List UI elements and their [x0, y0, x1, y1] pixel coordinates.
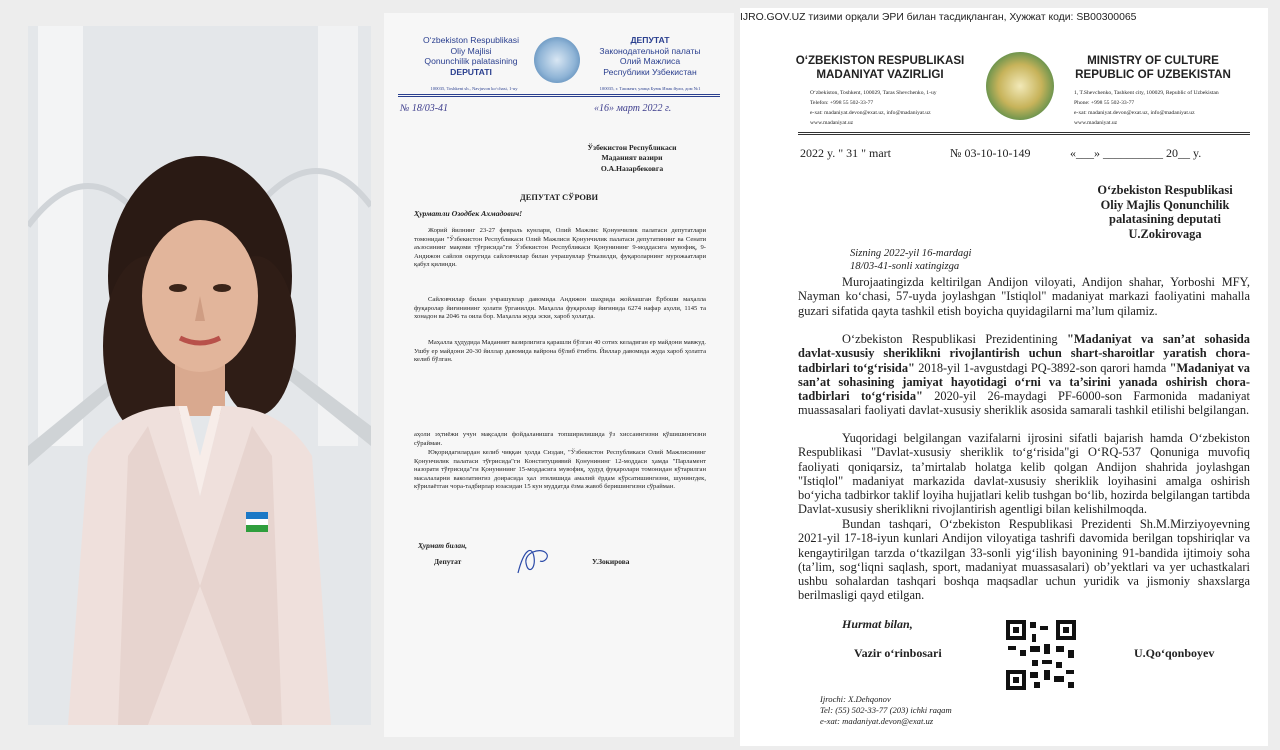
letter2-addressee-line: Oliy Majlis Qonunchilik: [1100, 197, 1230, 212]
letter1-hdr-left-line: O‘zbekiston Respublikasi: [422, 35, 519, 45]
letter1-address-right: 100035, г. Ташкент, улица Буюк Ипак йули, дом №1: [599, 86, 701, 91]
letter2-addr-line: e-xat: madaniyat.devon@exat.uz, info@madaniyat.uz: [1074, 110, 1195, 116]
letter2-date: 2022 y. " 31 " mart: [800, 146, 892, 160]
letter1-header-left: [406, 35, 536, 77]
letter1-hdr-left-line: Qonunchilik palatasining: [424, 56, 518, 67]
letter1-addressee-line: Ўзбекистон Республикаси: [587, 143, 677, 152]
letter2-blank-date: «___» __________ 20__ y.: [1070, 146, 1202, 160]
letter2-addr-line: Telefon: +998 55 502-33-77: [810, 100, 874, 106]
letter1-hdr-left-line: DEPUTATI: [450, 66, 492, 77]
letter2-reference-line: Sizning 2022-yil 16-mardagi: [850, 248, 972, 259]
letter1-sign-role: Депутат: [434, 557, 462, 566]
letter1-number: № 18/03-41: [400, 103, 449, 114]
letter1-addressee: [552, 143, 712, 174]
letter2-hdr-right-line: MINISTRY OF CULTURE: [1087, 54, 1219, 67]
letter2-sign-role: Vazir o‘rinbosari: [854, 646, 942, 660]
portrait-photo: [28, 26, 371, 725]
letter1-address-left: 100035, Toshkent sh., Navjuvon ko‘chasi, 1-uy: [430, 86, 518, 91]
letter2-executor-line: Ijrochi: X.Dehqonov: [820, 694, 891, 704]
letter2-sign-name: U.Qo‘qonboyev: [1134, 646, 1215, 660]
letter1-paragraph: Жорий йилнинг 23-27 февраль кунлари, Олий Мажлис Қонунчилик палатаси депутатлари томонидан "Ўзбекистон Республикаси Олий Мажлиси Қонунчилик палатаси депутатининг ва Сенати аъзосининг мақоми тўғрисида"ги Ўзбекистон Республикаси Қонунининг 9-моддасига мувофиқ, 9-Андижон сайлов округида сайловчилар билан учрашувлар ўтказилди, фуқароларнинг мурожаатлари қабул қилинди.: [414, 227, 706, 269]
letter2-paragraph: [798, 332, 1250, 418]
letter2-hdr-left-line: O‘ZBEKISTON RESPUBLIKASI: [795, 54, 965, 67]
letter2-para-bold: "Madaniyat va san’at sohasining jamiyat hayotidagi o‘rni va ta’sirini yanada oshirish chora-tadbirlari to‘g‘risida": [798, 360, 1251, 404]
letter2-paragraph: Murojaatingizda keltirilgan Andijon viloyati, Andijon shahar, Yorboshi MFY, Nayman ko‘chasi, 57-uyda joylashgan "Istiqlol" madaniyat markazi faoliyatini mahalla guzari sifatida qayta tashkil etish boyicha quyidagilarni ma’lum qilamiz.: [798, 275, 1250, 318]
letter1-addressee-line: О.А.Назарбековга: [600, 163, 664, 173]
letter1-paragraph: Юқоридагилардан келиб чиққан ҳолда Сиздан, "Ўзбекистон Республикаси Олий Мажлисининг Қонунчилик палатаси тўғрисида"ги Конституциявий Қонунининг 12-моддаси ҳамда "Парламент назорати тўғрисида"ги Қонунининг 15-моддасига мувофиқ, ҳудуд фуқаролари томонидан кўтарилган масалаларни ваколатингиз доирасида ҳал этилишида амалий ёрдам кўрсатишингизни, шунингдек, кўрилаётган чора-тадбирлар юзасидан 15 кун муддатда ёзма жавоб беришингизни сўрайман.: [414, 449, 706, 491]
letter2-addr-line: www.madaniyat.uz: [1074, 120, 1118, 126]
letter2-para-text: 2020-yil 26-maydagi PF-6000-son Farmonida madaniyat muassasalari faoliyati davlat-xususiy sheriklik asosida samarali tashkil etilishi belgilangan.: [798, 389, 1250, 418]
letter1-hdr-left-line: Oliy Majlisi: [450, 45, 492, 56]
letter2-executor: [820, 694, 952, 726]
letter2-header-rule: [798, 134, 1250, 135]
letter2-addr-line: e-xat: madaniyat.devon@exat.uz, info@madaniyat.uz: [810, 110, 931, 116]
qr-code-graphic: [1006, 620, 1076, 690]
letter2-reference: [850, 248, 971, 273]
letter1-paragraph: Маҳалла ҳудудида Маданият вазирлигига қарашли бўлган 40 сотих келадиган ер майдони мавжуд. Ушбу ер майдони 20-30 йиллар давомида вайрона бўлиб ётибти. Йиллар давомида жуда хароб ҳолатга келиб бўлган.: [414, 339, 706, 364]
letter2-addr-line: 1, T.Shevchenko, Tashkent city, 100029, Republic of Uzbekistan: [1074, 90, 1219, 96]
portrait-illustration: [28, 26, 371, 725]
letter2-header-rule: [798, 132, 1250, 133]
letter2-para-text: 2018-yil 1-avgustdagi PQ-3892-son qarori hamda: [914, 360, 1170, 375]
letter1-sign-name: У.Зокирова: [592, 557, 630, 566]
letter2-address-right: [1074, 88, 1250, 128]
deputy-request-letter: [384, 13, 734, 737]
signature-icon: [514, 539, 554, 579]
letter2-addr-line: Phone: +998 55 502-33-77: [1074, 100, 1135, 106]
uzbekistan-emblem-icon: [534, 37, 580, 83]
letter1-hdr-right-line: Законодательной палаты: [599, 45, 701, 56]
letter2-header-left: [780, 54, 980, 82]
letter2-executor-line: Tel: (55) 502-33-77 (203) ichki raqam: [820, 704, 952, 715]
ministry-reply-letter: [740, 8, 1268, 746]
letter2-addressee-line: U.Zokirovaga: [1128, 226, 1202, 241]
letter1-salutation: Ҳурматли Озодбек Ахмадович!: [414, 209, 523, 218]
qr-code-icon: [1006, 620, 1076, 690]
letter2-paragraph: Yuqoridagi belgilangan vazifalarni ijrosini sifatli bajarish hamda O‘zbekiston Respublikasi "Davlat-xususiy sheriklik to‘g‘risida"gi O‘RQ-537 Qonuniga muvofiq faoliyati qoniqarsiz, ta’mirtalab holatga kelib qolgan Andijon shahrida joylashgan "Istiqlol" madaniyat markazida davlat-xususiy sheriklik loyihasini amalga oshirish bo‘yicha tadbirkor taklif loyiha hujjatlari kelib tushgan bo‘lib, hozirda belgilangan tartibda Davlat-xususiy sheriklikni rivojlantirish agentligi bilan kelishilmoqda.: [798, 431, 1250, 517]
letter2-closing: Hurmat bilan,: [842, 617, 913, 631]
letter1-paragraph: аҳоли эҳтиёжи учун мақсадли фойдаланишга топширилишида ўз хиссаингизни қўшишингизни сўрайман.: [414, 431, 706, 447]
letter2-addr-line: www.madaniyat.uz: [810, 120, 854, 126]
letter2-header-right: [1058, 54, 1248, 82]
letter2-addressee: [1080, 183, 1250, 241]
letter2-para-text: O‘zbekiston Respublikasi Prezidentining: [842, 332, 1067, 346]
letter2-addr-line: O‘zbekiston, Toshkent, 100029, Taras Shevchenko, 1-uy: [810, 90, 937, 96]
letter2-hdr-right-line: REPUBLIC OF UZBEKISTAN: [1075, 68, 1231, 81]
letter1-hdr-right-line: Республики Узбекистан: [603, 66, 697, 77]
uzbekistan-emblem-icon: [986, 52, 1054, 120]
letter2-executor-line: e-xat: madaniyat.devon@exat.uz: [820, 715, 934, 726]
letter1-hdr-right-line: ДЕПУТАТ: [630, 35, 670, 45]
letter1-hdr-right-line: Олий Мажлиса: [619, 56, 681, 67]
letter1-addressee-line: Маданият вазири: [601, 153, 663, 163]
letter1-header-rule: [398, 94, 720, 95]
letter2-addressee-line: palatasining deputati: [1109, 212, 1221, 227]
letter1-heading: ДЕПУТАТ СЎРОВИ: [519, 193, 599, 202]
letter2-para-bold: "Madaniyat va san’at sohasida davlat-xususiy sheriklikni rivojlantirish uchun shart-sharoitlar yaratish chora-tadbirlari to‘g‘risida": [798, 332, 1250, 375]
letter2-verification-line: IJRO.GOV.UZ тизими орқали ЭРИ билан тасдиқланган, Хужжат коди: SB00300065: [740, 12, 1137, 23]
letter2-reference-line: 18/03-41-sonli xatingizga: [850, 260, 960, 272]
letter1-header-rule: [398, 96, 720, 97]
letter1-closing: Ҳурмат билан,: [418, 541, 468, 550]
letter2-number: № 03-10-10-149: [950, 146, 1031, 160]
letter1-header-right: [580, 35, 720, 77]
letter2-paragraph: Bundan tashqari, O‘zbekiston Respublikasi Prezidenti Sh.M.Mirziyoyevning 2021-yil 17-18-iyun kunlari Andijon viloyatiga tashrifi davomida berilgan topshiriqlar va kengaytirilgan tarzda o‘tkazilgan 33-sonli yig‘ilish bayonining 91-bandida ijtimoiy soha (ta’lim, sog‘liqni saqlash, sport, madaniyat muassasalari) ob’yektlari va yer uchastkalari ushbu sohalardan tashqari boshqa maqsadlar uchun yuridik va jismoniy shaxslarga berilmasligi qayd etilgan.: [798, 517, 1250, 603]
letter2-hdr-left-line: MADANIYAT VAZIRLIGI: [816, 68, 944, 81]
letter1-paragraph: Сайловчилар билан учрашувлар давомида Андижон шаҳрида жойлашган Ёрбоши маҳалла фуқаролар йиғинининг ҳолати ўрганилди. Маҳалла фуқаролар йиғинида 6274 нафар аҳоли, 1145 та хонадон ва 2046 та оила бор. Маҳалла жуда эски, хароб ҳолатда.: [414, 296, 706, 321]
letter2-addressee-line: O‘zbekiston Respublikasi: [1097, 183, 1233, 197]
letter2-address-left: [810, 88, 970, 128]
letter1-date: «16» март 2022 г.: [594, 103, 672, 114]
